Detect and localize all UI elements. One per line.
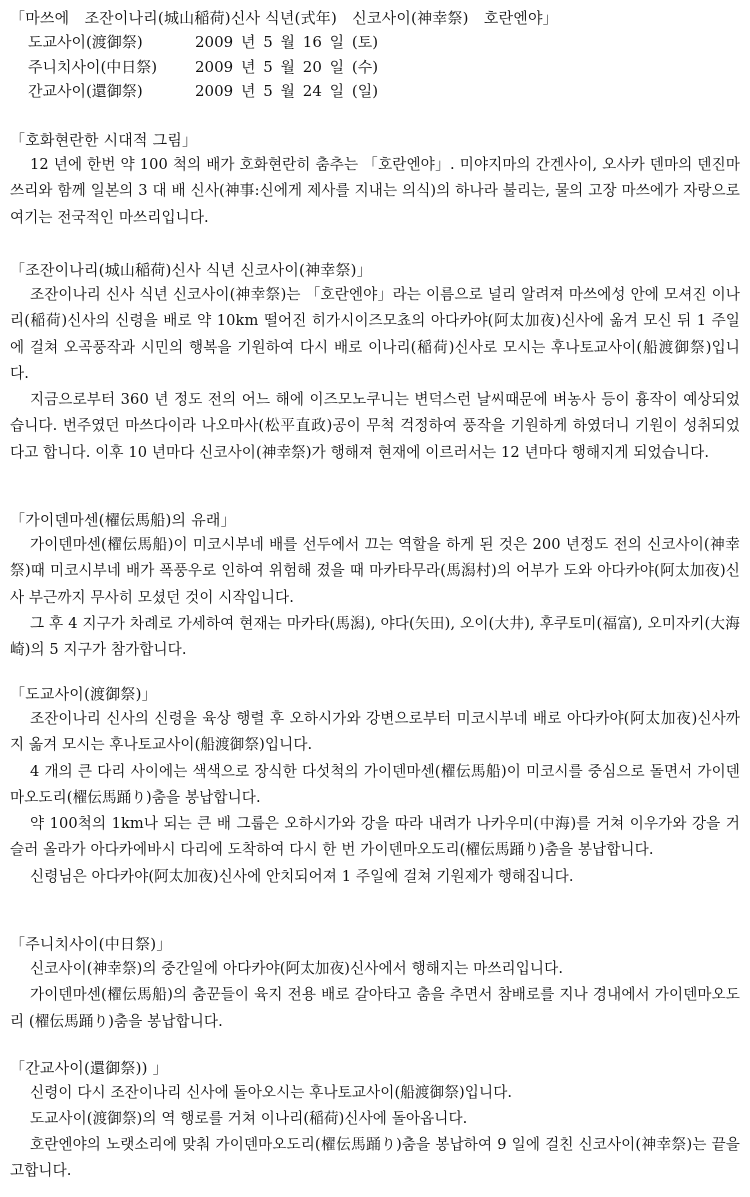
section-heading: 「조잔이나리(城山稲荷)신사 식년 신코사이(神幸祭)」 [10,261,372,279]
section-kangyosai [10,1056,740,1184]
schedule-row [28,30,740,55]
section-kaidenmasen-origin [10,508,740,663]
section-paragraph: 도교사이(渡御祭)의 역 행로를 거쳐 이나리(稲荷)신사에 돌아옵니다. [30,1110,468,1127]
section-paragraph: 약 100척의 1km나 되는 큰 배 그룹은 오하시가와 강을 따라 내려가 나카우미(中海)를 거쳐 이우가와 강을 거슬러 올라가 아다카에바시 다리에 도착하여 다시 한 번 가이덴마오도리(櫂伝馬踊り)춤을 봉납합니다. [10,815,740,859]
section-paragraph: 신령이 다시 조잔이나리 신사에 돌아오시는 후나토교사이(船渡御祭)입니다. [30,1084,513,1101]
schedule-list [28,30,740,104]
schedule-row [28,79,740,104]
section-heading: 「간교사이(還御祭)) 」 [10,1059,168,1077]
section-paragraph: 가이덴마센(櫂伝馬船)이 미코시부네 배를 선두에서 끄는 역할을 하게 된 것은 200 년정도 전의 신코사이(神幸祭)때 미코시부네 배가 폭풍우로 인하여 위험해 졌을 때 마카타무라(馬潟村)의 어부가 도와 아다카야(阿太加夜)신사 부근까지 무사히 모셨던 것이 시작입니다. [10,536,740,606]
section-heading: 「주니치사이(中日祭)」 [10,935,172,953]
schedule-event-date: 2009 년 5 월 20 일 (수) [195,57,379,76]
section-shinkosai [10,258,740,466]
section-chunichisai [10,932,740,1035]
schedule-row [28,55,740,80]
section-paragraph: 지금으로부터 360 년 정도 전의 어느 해에 이즈모노쿠니는 변덕스런 날씨때문에 벼농사 등이 흉작이 예상되었습니다. 번주였던 마쓰다이라 나오마사(松平直政)공이 무척 걱정하여 풍작을 기원하게 하였더니 기원이 성취되었다고 합니다. 이후 10 년마다 신코사이(神幸祭)가 행해져 현재에 이르러서는 12 년마다 행해지게 되었습니다. [10,391,740,461]
schedule-event-name: 간교사이(還御祭) [28,82,143,100]
section-paragraph: 12 년에 한번 약 100 척의 배가 호화현란히 춤추는 「호란엔야」. 미야지마의 간겐사이, 오사카 덴마의 덴진마쓰리와 함께 일본의 3 대 배 신사(神事:신에게 제사를 지내는 의식)의 하나라 불리는, 물의 고장 마쓰에가 자랑으로 여기는 전국적인 마쓰리입니다. [10,156,740,226]
section-paragraph: 조잔이나리 신사의 신령을 육상 행렬 후 오하시가와 강변으로부터 미코시부네 배로 아다카야(阿太加夜)신사까지 옮겨 모시는 후나토교사이(船渡御祭)입니다. [10,710,740,754]
festival-header [10,6,740,104]
document-title: 「마쓰에 조잔이나리(城山稲荷)신사 식년(式年) 신코사이(神幸祭) 호란엔야」 [10,9,558,27]
section-paragraph: 호란엔야의 노랫소리에 맞춰 가이덴마오도리(櫂伝馬踊り)춤을 봉납하여 9 일에 걸친 신코사이(神幸祭)는 끝을 고합니다. [10,1136,740,1179]
section-paragraph: 신코사이(神幸祭)의 중간일에 아다카야(阿太加夜)신사에서 행해지는 마쓰리입니다. [30,960,564,977]
section-history [10,128,740,231]
section-paragraph: 조잔이나리 신사 식년 신코사이(神幸祭)는 「호란엔야」라는 이름으로 널리 알려져 마쓰에성 안에 모셔진 이나리(稲荷)신사의 신령을 배로 약 10km 떨어진 히가시이즈모쵸의 아다카야(阿太加夜)신사에 옮겨 모신 뒤 1 주일에 걸쳐 오곡풍작과 시민의 행복을 기원하여 다시 배로 이나리(稲荷)신사로 모시는 후나토교사이(船渡御祭)입니다. [10,286,740,382]
schedule-event-date: 2009 년 5 월 16 일 (토) [195,33,379,51]
schedule-event-date: 2009 년 5 월 24 일 (일) [195,82,379,100]
section-togyosai [10,682,740,890]
section-paragraph: 그 후 4 지구가 차례로 가세하여 현재는 마카타(馬潟), 야다(矢田), 오이(大井), 후쿠토미(福富), 오미자키(大海崎)의 5 지구가 참가합니다. [10,614,740,659]
schedule-event-name: 주니치사이(中日祭) [28,57,158,76]
section-heading: 「도교사이(渡御祭)」 [10,685,157,703]
schedule-event-name: 도교사이(渡御祭) [28,33,143,51]
section-paragraph: 가이덴마센(櫂伝馬船)의 춤꾼들이 육지 전용 배로 갈아타고 춤을 추면서 참배로를 지나 경내에서 가이덴마오도리 (櫂伝馬踊り)춤을 봉납합니다. [10,986,740,1030]
section-heading: 「가이덴마센(櫂伝馬船)의 유래」 [10,511,236,529]
section-paragraph: 4 개의 큰 다리 사이에는 색색으로 장식한 다섯척의 가이덴마센(櫂伝馬船)이 미코시를 중심으로 돌면서 가이덴마오도리(櫂伝馬踊り)춤을 봉납합니다. [10,762,740,806]
section-heading: 「호화현란한 시대적 그림」 [10,131,198,149]
section-paragraph: 신령님은 아다카야(阿太加夜)신사에 안치되어져 1 주일에 걸쳐 기원제가 행해집니다. [30,867,574,885]
